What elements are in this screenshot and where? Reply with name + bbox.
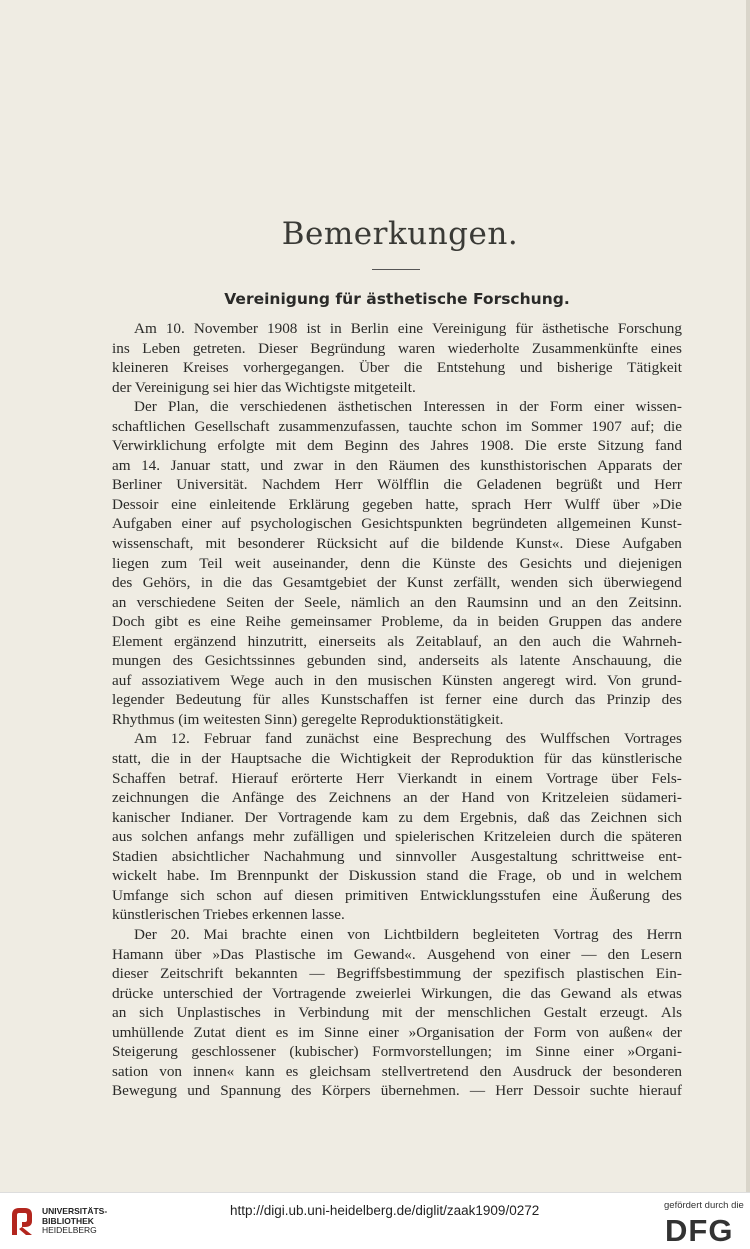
footer-bar — [0, 1192, 750, 1248]
text-line: schaftlichen Gesellschaft zusammenzufassen, tauchte schon im Sommer 1907 auf; die — [112, 417, 682, 435]
text-line: künstlerischen Triebes erkennen lasse. — [112, 906, 345, 924]
text-line: Schaffen betraf. Hierauf erörterte Herr Vierkandt in einem Vortrage über Fels- — [112, 769, 682, 787]
text-line: zeichnungen die Anfänge des Zeichnens an der Hand von Kritzeleien südameri- — [112, 789, 682, 807]
text-line: legender Bedeutung für alles Kunstschaffen ist ferner eine durch das Prinzip des — [112, 691, 682, 709]
text-line: Aufgaben einer auf psychologischen Gesichtspunkten begründeten allgemeinen Kunst- — [112, 515, 682, 533]
text-line: kanischer Indianer. Der Vortragende kam zu dem Ergebnis, daß das Zeichnen sich — [112, 808, 682, 826]
text-line: der Vereinigung sei hier das Wichtigste mitgeteilt. — [112, 378, 416, 396]
text-line: mungen des Gesichtssinnes gebunden sind, anderseits als latente Anschauung, die — [112, 652, 682, 670]
text-line: an sich Unplastisches in Verbindung mit der menschlichen Gestalt erzeugt. Als — [112, 1004, 682, 1022]
text-line: wickelt habe. Im Brennpunkt der Diskussion stand die Frage, ob und in welchem — [112, 867, 682, 885]
text-line: Stadien absichtlicher Nachahmung und sinnvoller Ausgestaltung schrittweise ent- — [112, 847, 682, 865]
text-line: Rhythmus (im weitesten Sinn) geregelte Reproduktionstätigkeit. — [112, 710, 504, 728]
text-line: Der 20. Mai brachte einen von Lichtbildern begleiteten Vortrag des Herrn — [134, 925, 682, 943]
dfg-logo: DFG — [665, 1213, 734, 1248]
library-name-line2: BIBLIOTHEK — [42, 1215, 94, 1226]
text-line: Bewegung und Spannung des Körpers übernehmen. — Herr Dessoir suchte hierauf — [112, 1082, 682, 1100]
text-line: drücke unterschied der Vortragende zweierlei Wirkungen, die das Gewand als etwas — [112, 984, 682, 1002]
text-line: Am 10. November 1908 ist in Berlin eine Vereinigung für ästhetische Forschung — [134, 320, 682, 337]
page-edge — [746, 0, 750, 1192]
text-line: Element ergänzend hinzutritt, einerseits als Zeitablauf, an den auch die Wahrneh- — [112, 632, 682, 650]
title-rule — [372, 269, 420, 270]
text-line: Dessoir eine einleitende Erklärung gegeben hatte, sprach Herr Wulff über »Die — [112, 495, 682, 513]
funded-by-label: gefördert durch die — [664, 1200, 744, 1211]
text-line: ins Leben getreten. Dieser Begründung waren wiederholte Zusammenkünfte eines — [112, 339, 682, 357]
text-line: Verwirklichung erfolgte mit dem Beginn des Jahres 1908. Die erste Sitzung fand — [112, 437, 682, 455]
text-line: Berliner Universität. Nachdem Herr Wölfflin die Geladenen begrüßt und Herr — [112, 476, 682, 494]
text-line: umhüllende Zutat dient es im Sinne einer »Organisation der Form von außen« der — [112, 1023, 682, 1041]
text-line: am 14. Januar statt, und zwar in den Räumen des kunsthistorischen Apparats der — [112, 456, 682, 474]
text-line: an verschiedene Seiten der Seele, nämlich an den Raumsinn und an den Zeitsinn. — [112, 593, 682, 611]
text-line: liegen zum Teil weit auseinander, denn die Künste des Gesichts und diejenigen — [112, 554, 682, 572]
permalink-url[interactable]: http://digi.ub.uni-heidelberg.de/diglit/zaak1909/0272 — [230, 1203, 540, 1218]
text-line: Am 12. Februar fand zunächst eine Besprechung des Wulffschen Vortrages — [134, 730, 682, 748]
library-name — [42, 1207, 107, 1236]
text-line: aus solchen anfangs mehr zufälligen und spielerischen Kritzeleien durch die späteren — [112, 828, 682, 846]
text-line: Doch gibt es eine Reihe gemeinsamer Probleme, da in beiden Gruppen das andere — [112, 613, 682, 631]
text-line: kleineren Kreises vorhergegangen. Über die Entstehung und bisherige Tätigkeit — [112, 359, 682, 377]
text-line: statt, die in der Hauptsache die Wichtigkeit der Reproduktion für das künstlerische — [112, 750, 682, 768]
section-heading: Vereinigung für ästhetische Forschung. — [224, 290, 570, 308]
text-line: Der Plan, die verschiedenen ästhetischen Interessen in der Form einer wissen- — [134, 398, 682, 416]
body-text — [112, 319, 682, 1101]
page-title: Bemerkungen. — [281, 216, 519, 252]
library-name-line1: UNIVERSITÄTS- — [42, 1206, 108, 1216]
text-line: Hamann über »Das Plastische im Gewand«. Ausgehend von einer — den Lesern — [112, 945, 682, 963]
text-line: wissenschaft, mit besonderer Rücksicht auf die bildende Kunst«. Diese Aufgaben — [112, 535, 682, 553]
library-name-line3: HEIDELBERG — [42, 1225, 97, 1235]
text-line: Steigerung geschlossener (kubischer) Formvorstellungen; im Sinne einer »Organi- — [112, 1043, 682, 1061]
text-line: dieser Zeitschrift bekannten — Begriffsbestimmung der spezifisch plastischen Ein- — [112, 965, 682, 983]
text-line: des Gehörs, in die das Gesamtgebiet der Kunst zerfällt, wenden sich überwiegend — [112, 574, 682, 592]
university-library-logo-icon — [8, 1205, 36, 1237]
text-line: auf assoziativem Wege auch in den musischen Künsten angeregt wird. Von grund- — [112, 671, 682, 689]
text-line: Umfange sich schon auf diesen primitiven Entwicklungsstufen eine Äußerung des — [112, 886, 682, 904]
text-line: sation von innen« kann es gleichsam stellvertretend den Ausdruck der besonderen — [112, 1062, 682, 1080]
